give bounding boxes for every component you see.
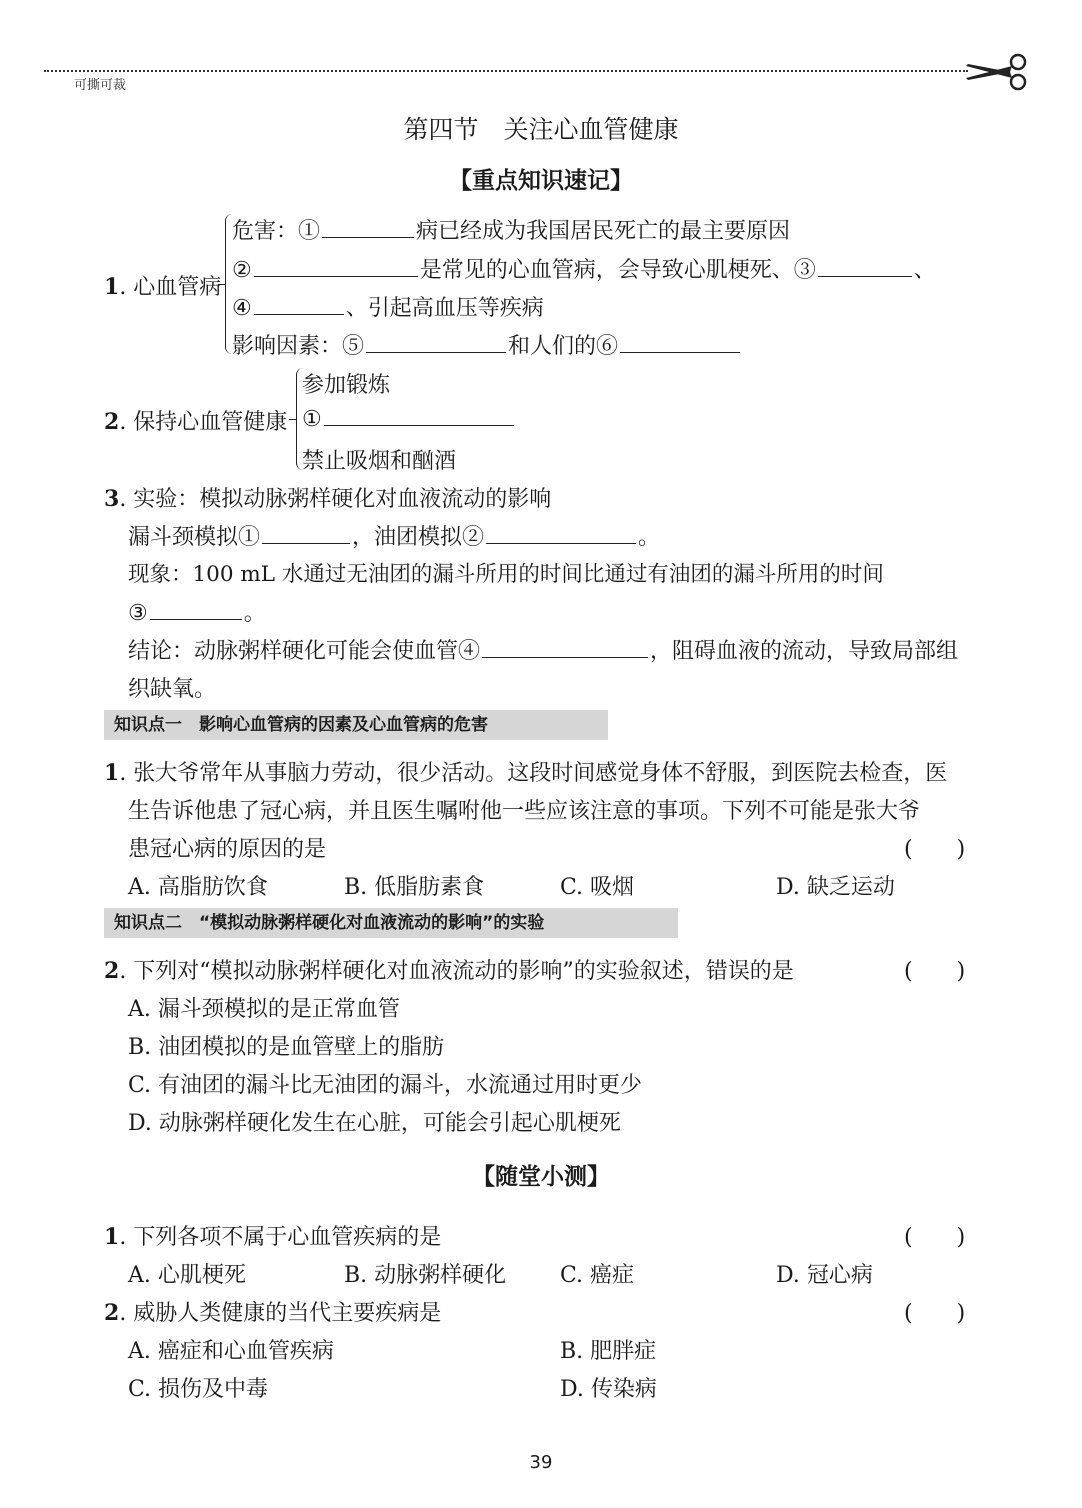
blank[interactable] [254,294,344,315]
knowledge-point-2-bar: 知识点二 “模拟动脉粥样硬化对血液流动的影响”的实验 [104,908,678,938]
option-c[interactable]: C. 损伤及中毒 [128,1377,269,1402]
brace [225,214,232,354]
blank[interactable] [262,523,350,544]
option-c[interactable]: C. 有油团的漏斗比无油团的漏斗，水流通过用时更少 [128,1073,643,1098]
knowledge-2-line-2: ① [302,405,516,432]
knowledge-3-line-2: 现象：100 mL 水通过无油团的漏斗所用的时间比通过有油团的漏斗所用的时间 [128,562,884,587]
blank[interactable] [482,637,648,658]
option-b[interactable]: B. 低脂肪素食 [344,875,485,900]
knowledge-3-line-4: 结论：动脉粥样硬化可能会使血管④ ，阻碍血液的流动，导致局部组 [128,639,959,664]
blank[interactable] [486,523,636,544]
option-b[interactable]: B. 油团模拟的是血管壁上的脂肪 [128,1035,445,1060]
knowledge-1-line-4: 影响因素：⑤ 和人们的⑥ [232,329,742,360]
answer-paren[interactable]: ( ) [904,959,966,984]
option-a[interactable]: A. 心肌梗死 [128,1263,246,1288]
section-heading-key-points: 【重点知识速记】 [449,168,633,194]
quiz-1-stem: 1. 下列各项不属于心血管疾病的是 [104,1224,442,1250]
option-c[interactable]: C. 癌症 [560,1263,635,1288]
quiz-2-stem: 2. 威胁人类健康的当代主要疾病是 [104,1300,442,1326]
section-heading-quiz: 【随堂小测】 [472,1164,610,1190]
knowledge-1-line-2: ② 是常见的心血管病，会导致心肌梗死、③ 、 [232,258,936,283]
knowledge-1-line-3: ④ 、引起高血压等疾病 [232,296,544,321]
page-number: 39 [529,1452,553,1473]
knowledge-2-line-1: 参加锻炼 [302,373,391,398]
option-d[interactable]: D. 冠心病 [776,1263,873,1288]
knowledge-3-title: 3. 实验：模拟动脉粥样硬化对血液流动的影响 [104,486,552,512]
option-b[interactable]: B. 肥胖症 [560,1339,657,1364]
answer-paren[interactable]: ( ) [904,837,966,862]
answer-paren[interactable]: ( ) [904,1225,966,1250]
question-1-line-3: 患冠心病的原因的是 [128,837,327,862]
knowledge-3-line-3: ③ 。 [128,601,266,626]
option-a[interactable]: A. 高脂肪饮食 [128,875,268,900]
knowledge-2-line-3: 禁止吸烟和酗酒 [302,449,457,474]
knowledge-1-label: 1. 心血管病 [104,274,222,300]
scissors-icon [962,52,1032,92]
knowledge-1-line-1: 危害：① 病已经成为我国居民死亡的最主要原因 [232,219,791,244]
option-b[interactable]: B. 动脉粥样硬化 [344,1263,507,1288]
question-1-line-2: 生告诉他患了冠心病，并且医生嘱咐他一些应该注意的事项。下列不可能是张大爷 [128,799,921,824]
question-1-line-1: 1. 张大爷常年从事脑力劳动，很少活动。这段时间感觉身体不舒服，到医院去检查，医 [104,760,948,786]
option-d[interactable]: D. 缺乏运动 [776,875,895,900]
cut-label: 可撕可裁 [74,78,127,93]
page-title: 第四节 关注心血管健康 [403,115,679,144]
cut-line [44,70,968,72]
option-d[interactable]: D. 传染病 [560,1377,657,1402]
option-a[interactable]: A. 癌症和心血管疾病 [128,1339,334,1364]
question-2-stem: 2. 下列对“模拟动脉粥样硬化对血液流动的影响”的实验叙述，错误的是 [104,958,794,984]
blank[interactable] [366,332,506,353]
option-a[interactable]: A. 漏斗颈模拟的是正常血管 [128,997,400,1022]
option-d[interactable]: D. 动脉粥样硬化发生在心脏，可能会引起心肌梗死 [128,1111,621,1136]
knowledge-2-label: 2. 保持心血管健康 [104,409,288,435]
blank[interactable] [818,256,912,277]
knowledge-point-1-bar: 知识点一 影响心血管病的因素及心血管病的危害 [104,710,608,740]
blank[interactable] [324,405,514,426]
blank[interactable] [150,599,242,620]
blank[interactable] [254,256,418,277]
blank[interactable] [620,332,740,353]
answer-paren[interactable]: ( ) [904,1301,966,1326]
knowledge-3-line-1: 漏斗颈模拟① ，油团模拟② 。 [128,525,661,550]
knowledge-3-line-5: 织缺氧。 [128,677,217,702]
option-c[interactable]: C. 吸烟 [560,875,635,900]
blank[interactable] [322,217,414,238]
